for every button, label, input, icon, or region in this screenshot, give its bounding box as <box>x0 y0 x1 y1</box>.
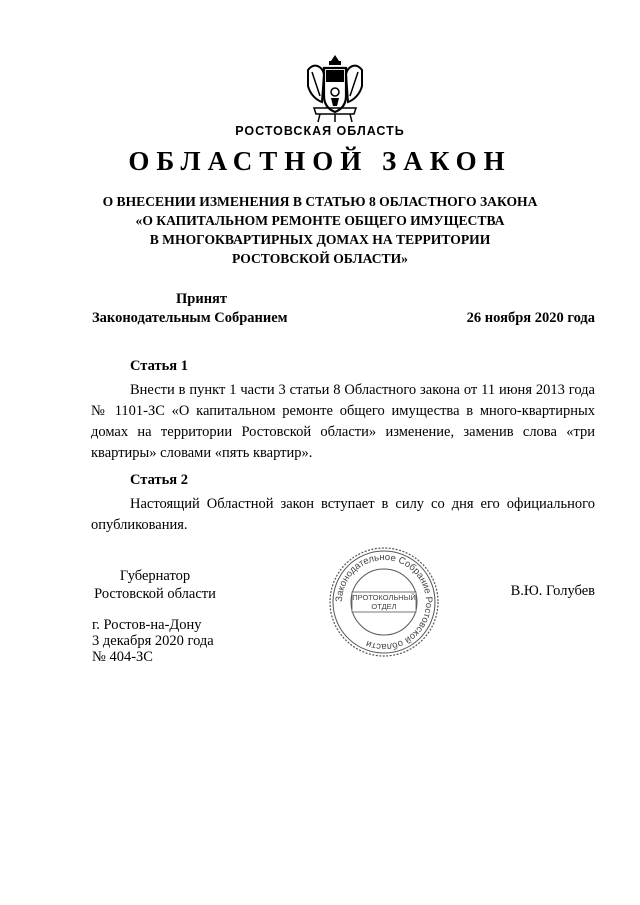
subtitle-line: О ВНЕСЕНИИ ИЗМЕНЕНИЯ В СТАТЬЮ 8 ОБЛАСТНОГО ЗАКОНА <box>102 194 538 209</box>
article-1-heading: Статья 1 <box>130 358 188 374</box>
subtitle-line: РОСТОВСКОЙ ОБЛАСТИ» <box>232 251 408 266</box>
document-title: ОБЛАСТНОЙ ЗАКОН <box>128 146 512 176</box>
article-2-heading: Статья 2 <box>130 472 188 488</box>
article-2-text: Настоящий Областной закон вступает в силу со дня его официального опубликования. <box>91 496 595 533</box>
svg-text:Законодательное Собрание Росто: Законодательное Собрание Ростовской области <box>333 551 435 653</box>
subtitle-line: В МНОГОКВАРТИРНЫХ ДОМАХ НА ТЕРРИТОРИИ <box>149 232 491 247</box>
signatory-name: В.Ю. Голубев <box>510 583 595 599</box>
region-name: РОСТОВСКАЯ ОБЛАСТЬ <box>235 124 405 138</box>
adopted-label: Принят <box>176 291 228 307</box>
position-line: Ростовской области <box>94 586 216 602</box>
signatory-position <box>92 567 218 603</box>
official-stamp <box>328 546 440 658</box>
signing-date: 3 декабря 2020 года <box>92 633 214 649</box>
law-subtitle <box>90 192 550 268</box>
article-1-text: Внести в пункт 1 части 3 статьи 8 Областного закона от 11 июня 2013 года № 1101-ЗС «О капитальном ремонте общего имущества в много-квартирных домах на территории Ростовской области» изменение, заменив слова «три квартиры» словами «пять квартир». <box>91 382 595 461</box>
subtitle-line: «О КАПИТАЛЬНОМ РЕМОНТЕ ОБЩЕГО ИМУЩЕСТВА <box>135 213 505 228</box>
adopted-by: Законодательным Собранием <box>92 310 288 326</box>
signing-details <box>92 617 214 665</box>
svg-text:ПРОТОКОЛЬНЫЙ: ПРОТОКОЛЬНЫЙ <box>352 593 416 602</box>
signing-place: г. Ростов-на-Дону <box>92 617 202 633</box>
svg-text:ОТДЕЛ: ОТДЕЛ <box>371 602 397 611</box>
coat-of-arms-icon <box>300 52 370 124</box>
law-number: № 404-ЗС <box>92 649 153 665</box>
adoption-date: 26 ноября 2020 года <box>466 310 595 326</box>
position-line: Губернатор <box>119 568 191 584</box>
